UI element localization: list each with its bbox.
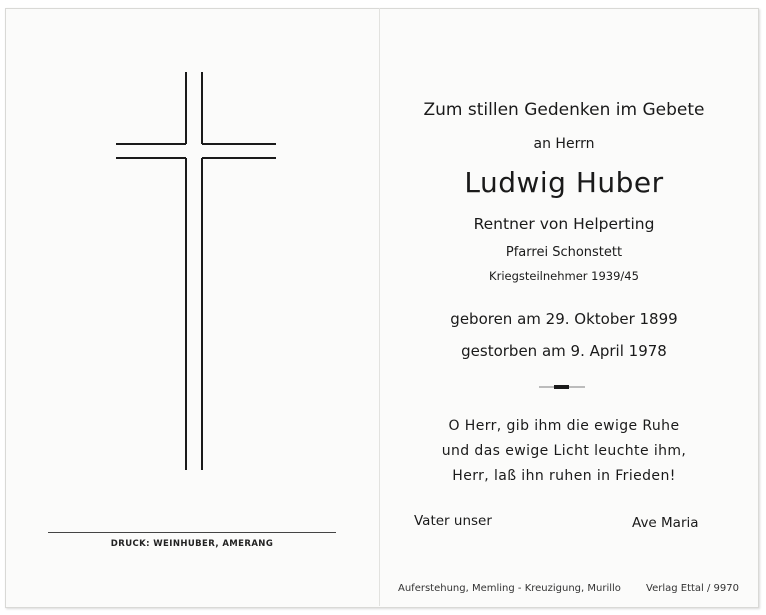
image-credits: Auferstehung, Memling - Kreuzigung, Murillo — [398, 583, 621, 594]
prayer-line: Herr, laß ihn ruhen in Frieden! — [452, 468, 676, 484]
prayer-vater-unser: Vater unser — [414, 513, 492, 529]
prayer-line: O Herr, gib ihm die ewige Ruhe — [448, 418, 680, 434]
death-date: gestorben am 9. April 1978 — [461, 342, 667, 360]
birth-date: geboren am 29. Oktober 1899 — [450, 310, 678, 328]
publisher: Verlag Ettal / 9970 — [646, 583, 740, 594]
salutation: an Herrn — [533, 136, 595, 152]
printer-divider — [48, 532, 336, 533]
cross-icon — [116, 72, 276, 472]
veteran-note: Kriegsteilnehmer 1939/45 — [489, 269, 639, 283]
card-fold-line — [379, 8, 380, 606]
prayer-ave-maria: Ave Maria — [632, 515, 699, 531]
occupation: Rentner von Helperting — [473, 215, 655, 233]
parish: Pfarrei Schonstett — [505, 245, 623, 260]
printer-credit: DRUCK: WEINHUBER, AMERANG — [110, 539, 274, 549]
ornament-divider — [539, 384, 585, 390]
deceased-name: Ludwig Huber — [464, 166, 664, 199]
memorial-heading: Zum stillen Gedenken im Gebete — [423, 100, 705, 120]
prayer-line: und das ewige Licht leuchte ihm, — [441, 443, 687, 459]
